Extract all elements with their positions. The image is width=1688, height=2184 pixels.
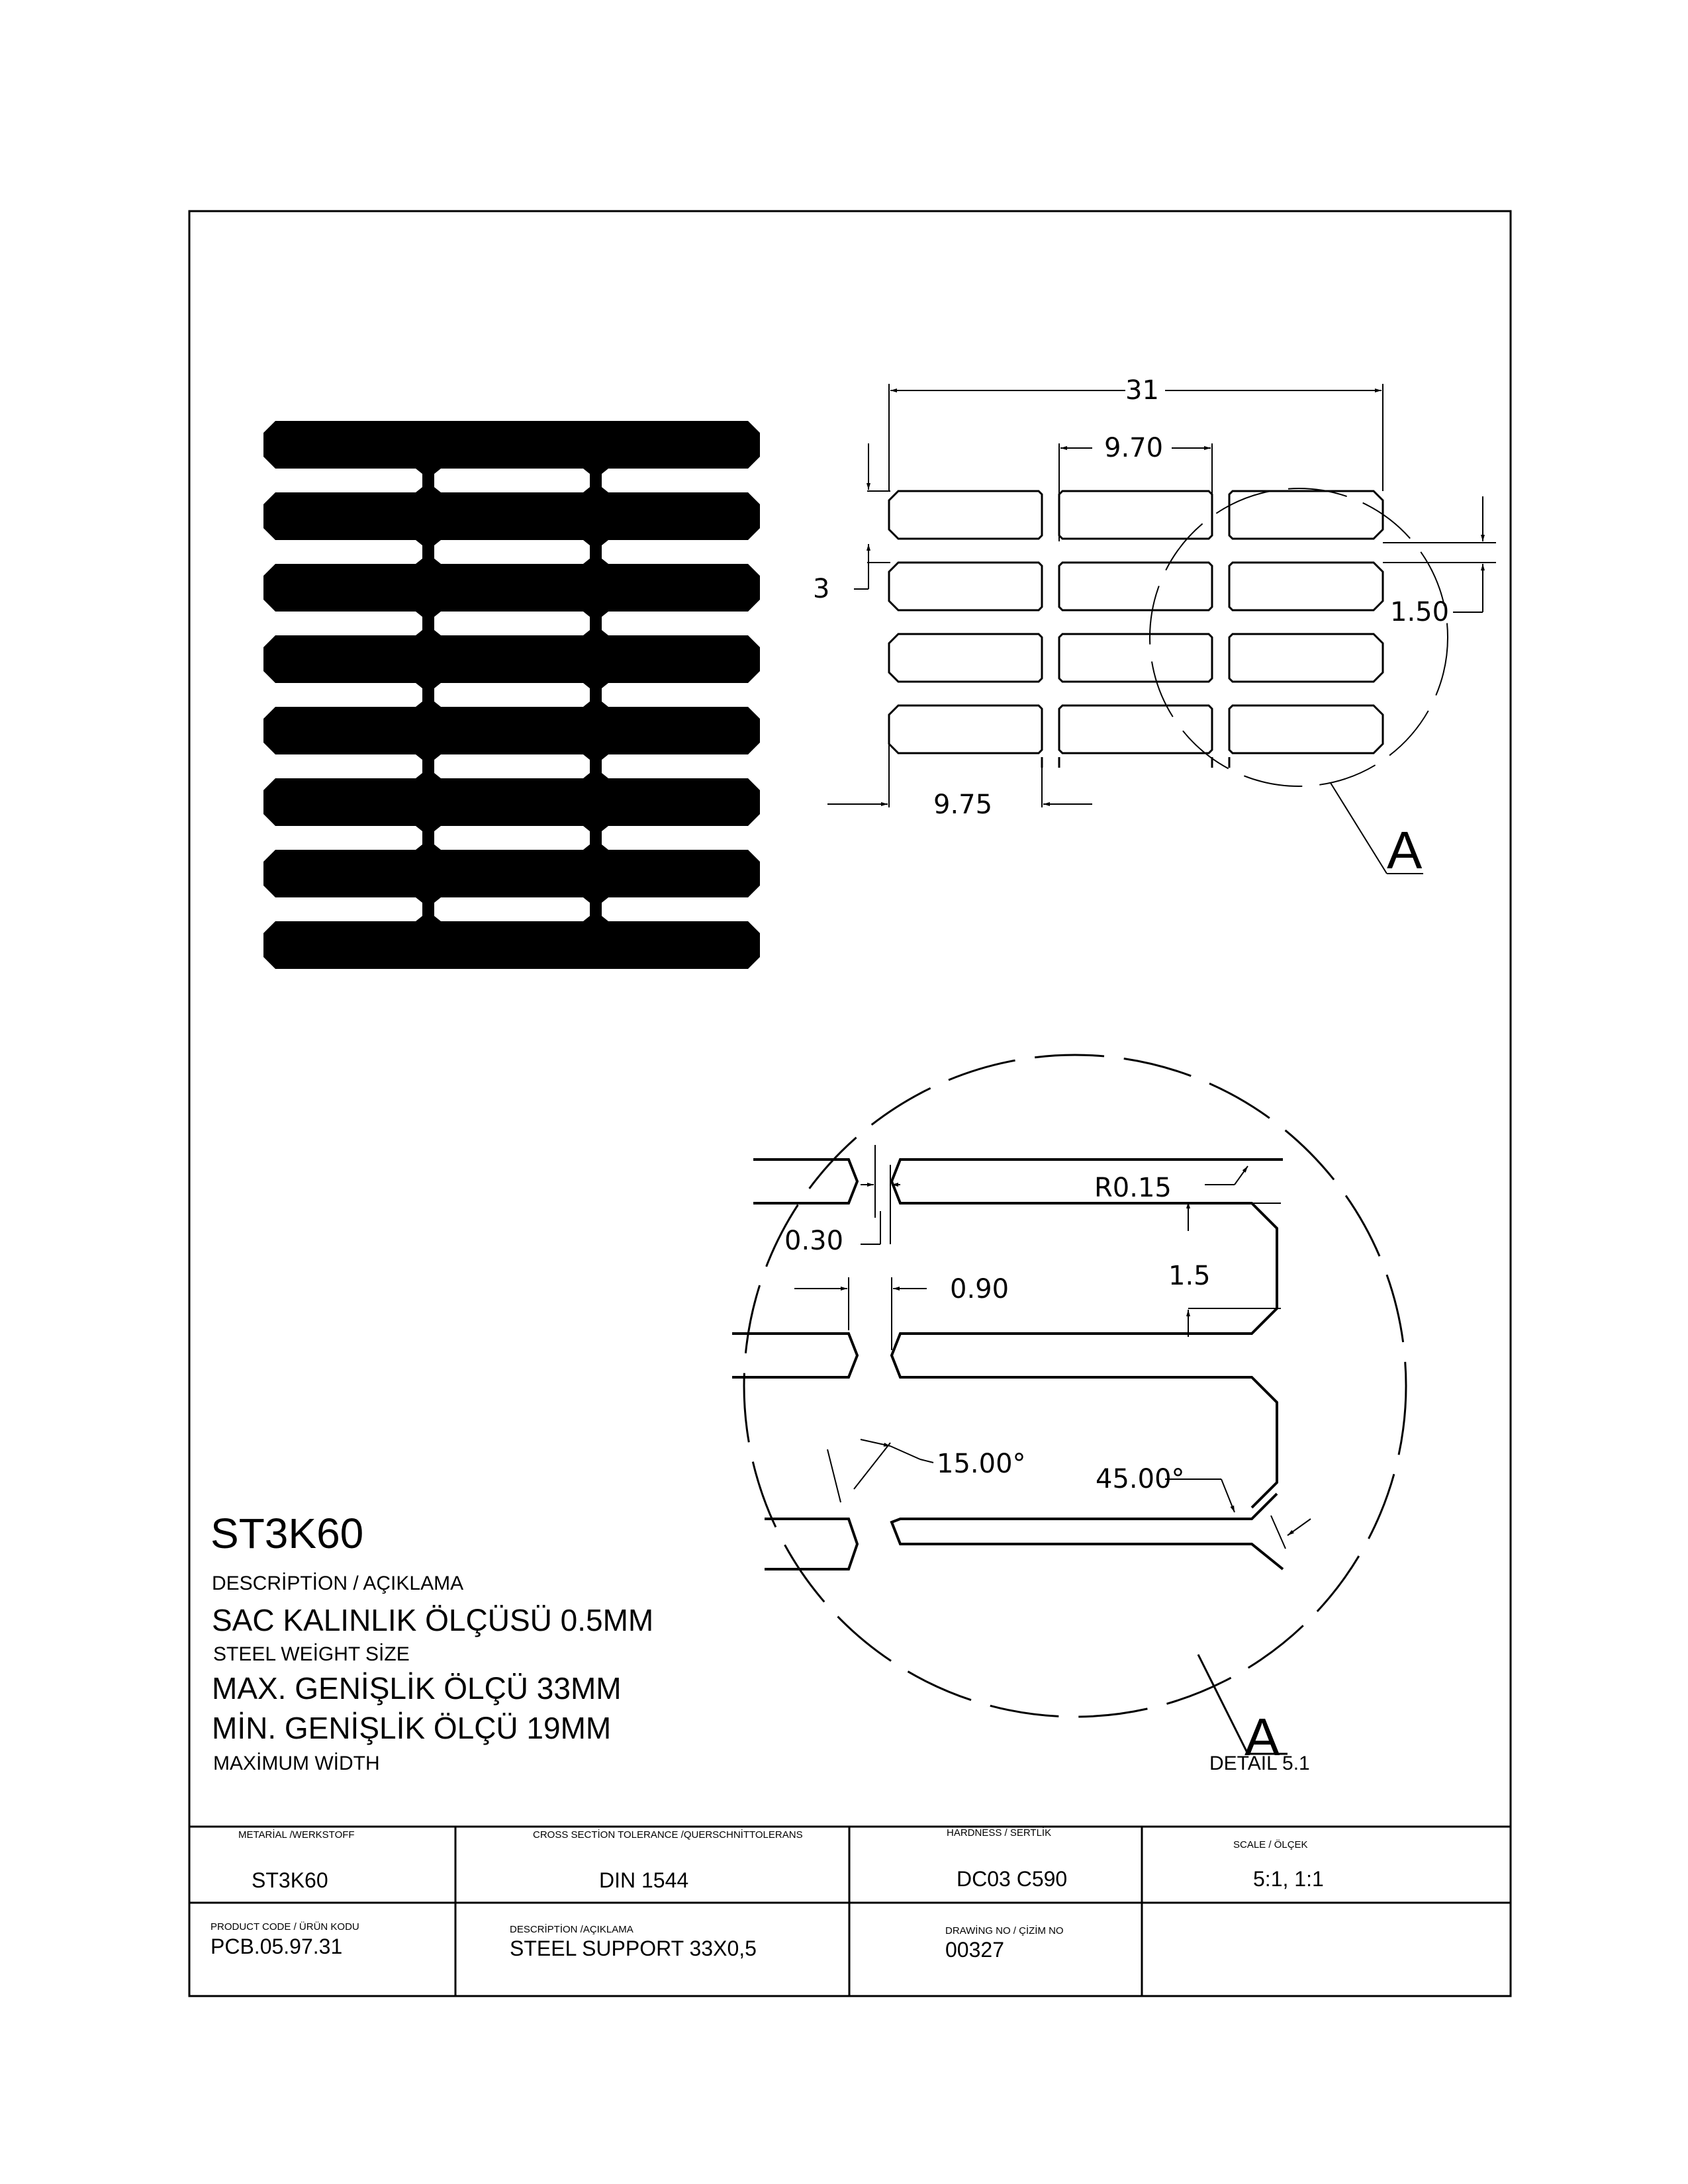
tb-scale-value: 5:1, 1:1 — [1253, 1867, 1324, 1891]
title-block — [189, 1827, 1511, 1996]
part-code-title: ST3K60 — [211, 1510, 364, 1557]
notes-line-3: MAX. GENİŞLİK ÖLÇÜ 33MM — [212, 1671, 622, 1706]
tb-description-value: STEEL SUPPORT 33X0,5 — [510, 1936, 757, 1960]
dim-angle-15: 15.00° — [937, 1449, 1026, 1479]
outline-bar-segment — [1229, 634, 1383, 682]
tb-description-label: DESCRİPTİON /AÇIKLAMA — [510, 1924, 633, 1935]
solid-bar — [263, 707, 760, 754]
solid-bar — [263, 921, 760, 969]
solid-bar — [263, 421, 760, 469]
callout-letter-a: A — [1387, 821, 1423, 880]
outline-bar-segment — [1059, 563, 1212, 610]
solid-bar — [263, 564, 760, 612]
dim-gap-width: 0.30 — [784, 1226, 844, 1256]
solid-bar — [263, 778, 760, 826]
outline-bar-segment — [889, 634, 1042, 682]
part-solid-view — [263, 421, 760, 969]
outline-bar-segment — [889, 563, 1042, 610]
detail-dimensions — [794, 1145, 1311, 1549]
dim-bar-height: 1.5 — [1168, 1261, 1211, 1291]
outline-bar-segment — [889, 491, 1042, 539]
tb-hardness-label: HARDNESS / SERTLİK — [947, 1827, 1052, 1839]
tb-hardness-value: DC03 C590 — [957, 1867, 1068, 1891]
part-outline-view — [889, 491, 1383, 768]
dim-radius: R0.15 — [1094, 1173, 1172, 1203]
dim-gap: 1.50 — [1390, 597, 1450, 627]
tb-drawing-value: 00327 — [945, 1938, 1004, 1962]
notes-line-1: SAC KALINLIK ÖLÇÜSÜ 0.5MM — [212, 1603, 654, 1637]
dim-center-slot: 9.70 — [1104, 433, 1164, 463]
outline-bar-segment — [1229, 705, 1383, 753]
dim-angle-45: 45.00° — [1096, 1464, 1185, 1494]
notes-description-label: DESCRİPTİON / AÇIKLAMA — [212, 1572, 464, 1594]
solid-bar — [263, 635, 760, 683]
solid-bar — [263, 492, 760, 540]
dim-pitch: 3 — [813, 574, 830, 604]
outline-bar-segment — [889, 705, 1042, 753]
notes-line-4: MİN. GENİŞLİK ÖLÇÜ 19MM — [212, 1711, 612, 1745]
notes-line-5: MAXİMUM WİDTH — [213, 1752, 380, 1774]
tb-product-value: PCB.05.97.31 — [211, 1934, 343, 1958]
outline-bar-segment — [1229, 563, 1383, 610]
dim-left-slot: 9.75 — [933, 790, 993, 820]
outline-bar-segment — [1229, 491, 1383, 539]
detail-label: DETAIL 5.1 — [1209, 1752, 1310, 1774]
tb-scale-label: SCALE / ÖLÇEK — [1233, 1839, 1308, 1850]
detail-letter-a: A — [1244, 1707, 1280, 1766]
dim-bridge: 0.90 — [950, 1274, 1009, 1304]
tb-tolerance-value: DIN 1544 — [599, 1868, 689, 1892]
detail-view — [732, 1160, 1283, 1569]
dim-overall-width: 31 — [1125, 375, 1159, 406]
outline-bar-segment — [1059, 705, 1212, 753]
solid-bar — [263, 850, 760, 897]
tb-material-label: METARİAL /WERKSTOFF — [238, 1829, 355, 1841]
outline-bar-segment — [1059, 634, 1212, 682]
outline-bar-segment — [1059, 491, 1212, 539]
tb-tolerance-label: CROSS SECTİON TOLERANCE /QUERSCHNİTTOLERANS — [533, 1829, 803, 1841]
tb-drawing-label: DRAWİNG NO / ÇİZİM NO — [945, 1925, 1064, 1936]
tb-material-value: ST3K60 — [252, 1868, 328, 1892]
tb-product-label: PRODUCT CODE / ÜRÜN KODU — [211, 1921, 359, 1933]
notes-line-2: STEEL WEİGHT SİZE — [213, 1643, 410, 1665]
